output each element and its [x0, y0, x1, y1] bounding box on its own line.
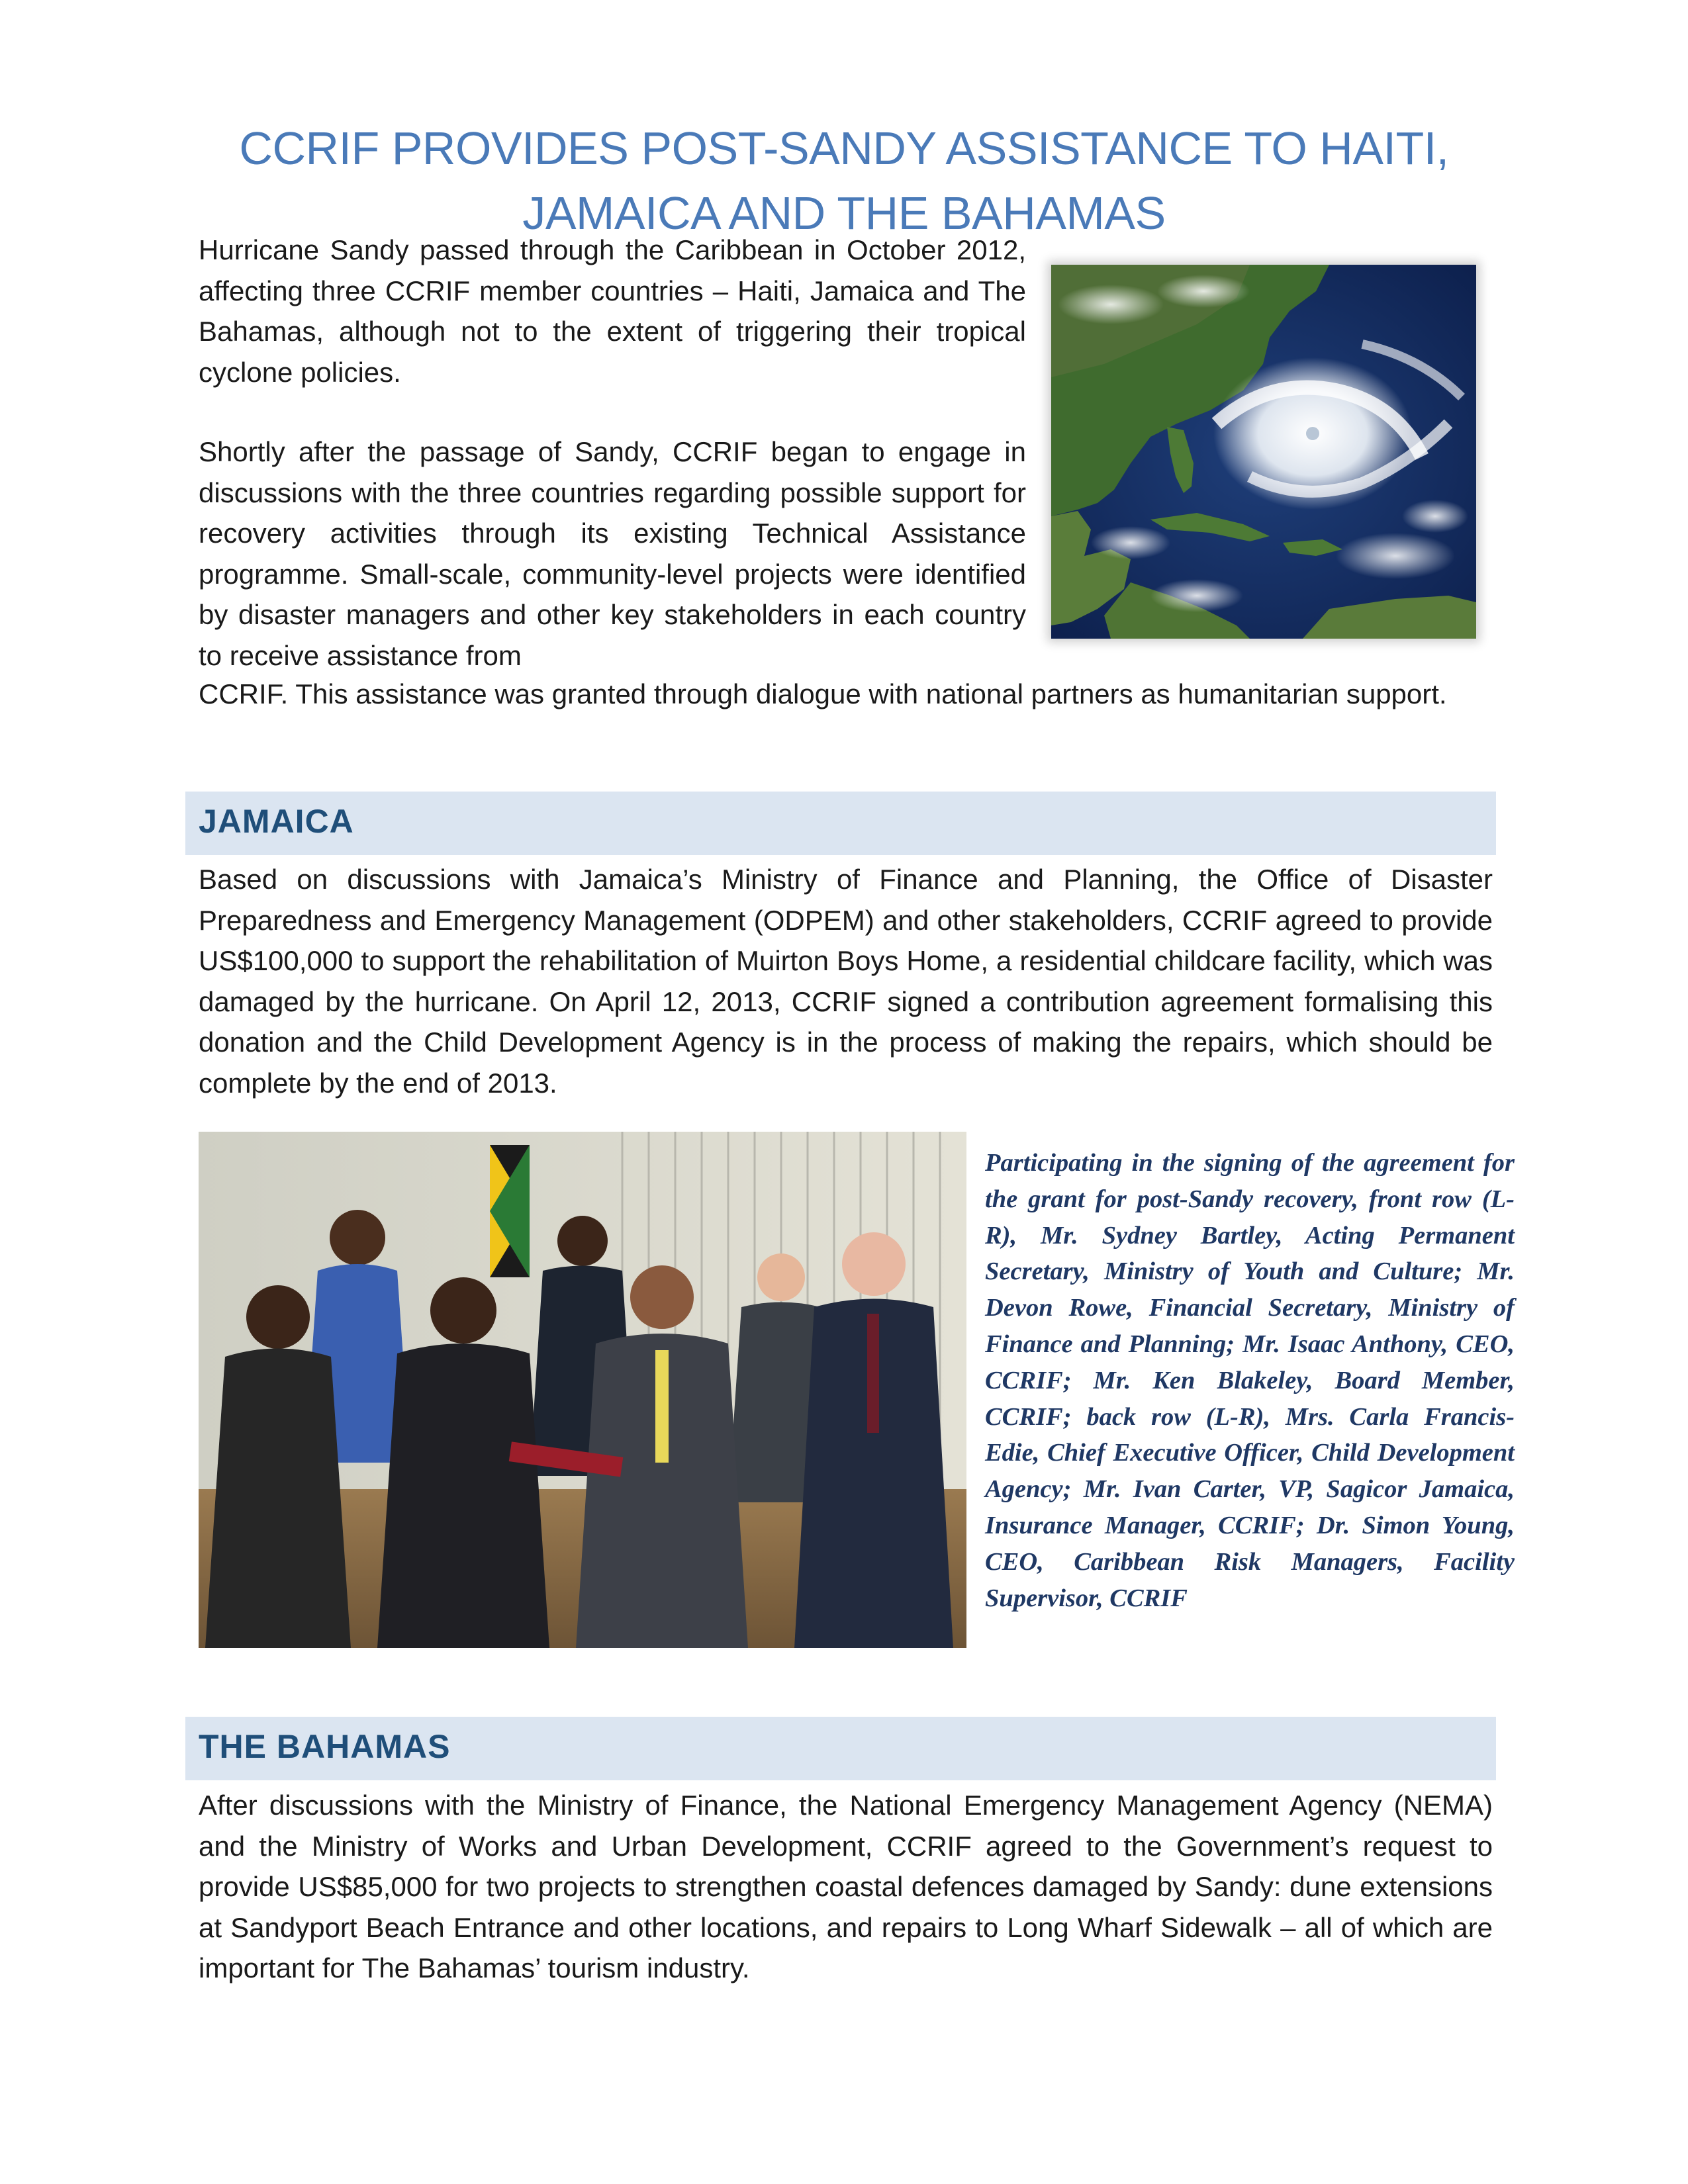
- intro-paragraph-1: Hurricane Sandy passed through the Caribbean in October 2012, affecting three CCRIF member countries – Haiti, Jamaica and The Bahamas, although not to the extent of triggering their tropical cyclone policies.: [199, 234, 1026, 388]
- bahamas-paragraph: After discussions with the Ministry of Finance, the National Emergency Management Agency (NEMA) and the Ministry of Works and Urban Development, CCRIF agreed to the Government’s request to provide US$85,000 for two projects to strengthen coastal defences damaged by Sandy: dune extensions at Sandyport Beach Entrance and other locations, and repairs to Long Wharf Sidewalk – all of which are important for The Bahamas’ tourism industry.: [199, 1790, 1493, 1983]
- jamaica-paragraph: Based on discussions with Jamaica’s Ministry of Finance and Planning, the Office of Disaster Preparedness and Emergency Management (ODPEM) and other stakeholders, CCRIF agreed to provide US$100,000 to support the rehabilitation of Muirton Boys Home, a residential childcare facility, which was damaged by the hurricane. On April 12, 2013, CCRIF signed a contribution agreement formalising this donation and the Child Development Agency is in the process of making the repairs, which should be complete by the end of 2013.: [199, 864, 1493, 1099]
- photo-caption: Participating in the signing of the agreement for the grant for post-Sandy recovery, front row (L-R), Mr. Sydney Bartley, Acting Permanent Secretary, Ministry of Youth and Culture; Mr. Devon Rowe, Financial Secretary, Ministry of Finance and Planning; Mr. Isaac Anthony, CEO, CCRIF; Mr. Ken Blakeley, Board Member, CCRIF; back row (L-R), Mrs. Carla Francis-Edie, Chief Executive Officer, Child Development Agency; Mr. Ivan Carter, VP, Sagicor Jamaica, Insurance Manager, CCRIF; Dr. Simon Young, CEO, Caribbean Risk Managers, Facility Supervisor, CCRIF: [985, 1149, 1515, 1612]
- section-header-bahamas: [185, 1717, 1496, 1780]
- page-title-line-1: CCRIF PROVIDES POST-SANDY ASSISTANCE TO HAITI,: [239, 122, 1449, 174]
- hurricane-satellite-image: [1051, 265, 1476, 639]
- section-heading-bahamas: THE BAHAMAS: [199, 1728, 451, 1765]
- intro-paragraph-2-continued: CCRIF. This assistance was granted through dialogue with national partners as humanitarian support.: [199, 678, 1447, 709]
- page-title-line-2: JAMAICA AND THE BAHAMAS: [522, 187, 1166, 239]
- agreement-signing-photo: [199, 1132, 966, 1648]
- section-heading-jamaica: JAMAICA: [199, 803, 354, 840]
- intro-paragraph-2: Shortly after the passage of Sandy, CCRIF began to engage in discussions with the three countries regarding possible support for recovery activities through its existing Technical Assistance programme. Small-scale, community-level projects were identified by disaster managers and other key stakeholders in each country to receive assistance from: [199, 436, 1026, 671]
- page-title: [199, 116, 1489, 246]
- section-header-jamaica: [185, 792, 1496, 855]
